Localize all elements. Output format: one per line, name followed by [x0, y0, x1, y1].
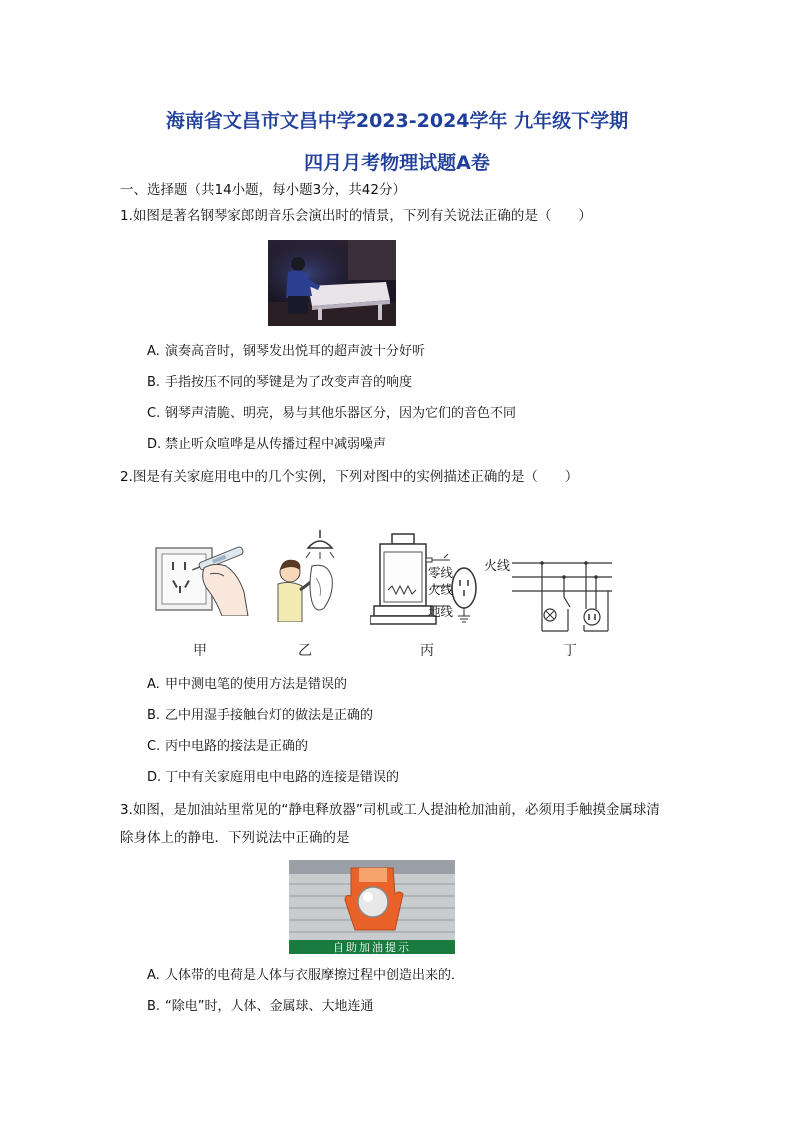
q1-option-b [147, 374, 412, 392]
option-text: 丁中有关家庭用电中电路的连接是错误的 [165, 770, 400, 785]
section-heading: 一、选择题（共14小题，每小题3分，共42分） [120, 182, 406, 198]
option-letter: B. [147, 708, 161, 723]
label-live-wire: 火线 [428, 582, 454, 597]
option-letter: A. [147, 968, 160, 983]
option-text: 甲中测电笔的使用方法是错误的 [165, 677, 348, 692]
option-text: 禁止听众喧哗是从传播过程中减弱噪声 [165, 437, 387, 452]
label-ground-wire: 地线 [428, 604, 454, 619]
q3-option-a [147, 967, 464, 985]
question-3-stem-line2: 除身体上的静电．下列说法中正确的是 [120, 830, 350, 846]
q2-option-d [147, 769, 399, 787]
option-text: 乙中用湿手接触台灯的做法是正确的 [165, 708, 374, 723]
option-text: “除电”时，人体、金属球、大地连通 [165, 999, 374, 1014]
document-title-line1: 海南省文昌市文昌中学2023-2024学年 九年级下学期 [165, 110, 629, 132]
option-letter: C. [147, 406, 161, 421]
photo-sign-text: 自助加油提示 [333, 941, 411, 954]
option-text: 钢琴声清脆、明亮，易与其他乐器区分，因为它们的音色不同 [165, 406, 517, 421]
option-text: 人体带的电荷是人体与衣服摩擦过程中创造出来的． [165, 968, 465, 983]
option-letter: A. [147, 677, 160, 692]
figure-ding-household-circuit [512, 553, 612, 635]
question-3-stem-line1: 3.如图，是加油站里常见的“静电释放器”司机或工人提油枪加油前，必须用手触摸金属球清 [120, 802, 660, 818]
option-letter: D. [147, 437, 162, 452]
option-letter: A. [147, 344, 160, 359]
figure-jia-test-pen [152, 538, 250, 616]
q2-option-c [147, 738, 308, 756]
figure-caption-jia: 甲 [193, 643, 207, 659]
figure-caption-yi: 乙 [298, 643, 312, 659]
question-2-stem: 2.图是有关家庭用电中的几个实例，下列对图中的实例描述正确的是（ ） [120, 469, 579, 485]
figure-caption-bing: 丙 [420, 643, 434, 659]
label-neutral-wire: 零线 [428, 565, 454, 580]
label-live-main: 火线 [484, 559, 511, 574]
figure-bing-appliance-wiring [370, 530, 480, 628]
q1-option-c [147, 405, 516, 423]
document-title-line2: 四月月考物理试题A卷 [304, 152, 490, 174]
option-letter: B. [147, 375, 161, 390]
q3-option-b [147, 998, 373, 1016]
piano-concert-photo [268, 240, 396, 326]
figure-caption-ding: 丁 [563, 643, 577, 659]
option-letter: C. [147, 739, 161, 754]
q1-option-d [147, 436, 386, 454]
option-text: 演奏高音时，钢琴发出悦耳的超声波十分好听 [165, 344, 426, 359]
static-discharger-photo [289, 860, 455, 954]
q1-option-a [147, 343, 425, 361]
q2-option-b [147, 707, 373, 725]
question-1-stem: 1.如图是著名钢琴家郎朗音乐会演出时的情景，下列有关说法正确的是（ ） [120, 208, 592, 224]
q2-option-a [147, 676, 347, 694]
option-text: 手指按压不同的琴键是为了改变声音的响度 [165, 375, 413, 390]
option-text: 丙中电路的接法是正确的 [165, 739, 309, 754]
figure-yi-wet-hand-lamp [272, 530, 344, 622]
option-letter: D. [147, 770, 162, 785]
option-letter: B. [147, 999, 161, 1014]
